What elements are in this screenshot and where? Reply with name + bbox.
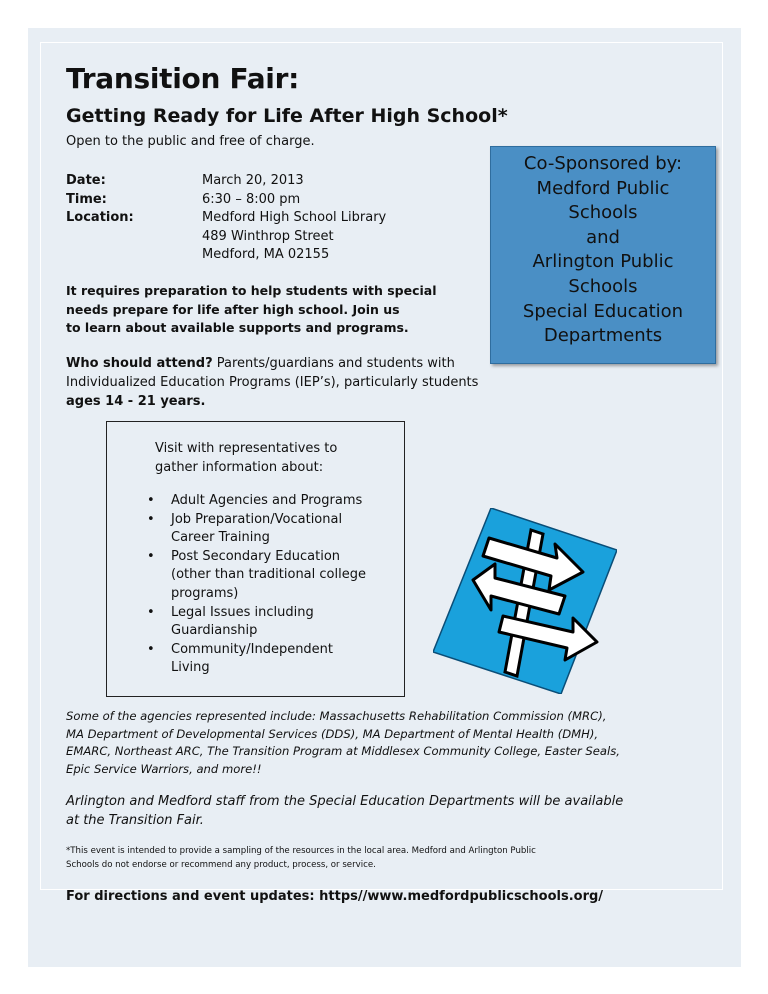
sponsor-line: Departments xyxy=(543,325,663,347)
bullet-icon: • xyxy=(147,548,155,564)
event-details xyxy=(66,172,386,265)
location-line: 489 Winthrop Street xyxy=(202,228,334,244)
location-row-2 xyxy=(66,228,386,247)
date-label: Date: xyxy=(66,173,106,188)
who-label: Who should attend? xyxy=(66,356,213,371)
topics-intro-line: Visit with representatives to xyxy=(155,441,338,456)
bullet-icon: • xyxy=(147,604,155,620)
who-line-1 xyxy=(66,354,536,373)
agencies-paragraph xyxy=(66,708,706,778)
flyer-subtitle: Getting Ready for Life After High School* xyxy=(66,105,508,127)
bullet-icon: • xyxy=(147,641,155,657)
topic-item xyxy=(147,492,387,511)
topic-item xyxy=(147,548,387,604)
location-line: Medford, MA 02155 xyxy=(202,247,330,262)
sponsor-line: Medford Public xyxy=(536,177,670,199)
sponsor-line: Schools xyxy=(568,202,638,224)
disclaimer-line: *This event is intended to provide a sampling of the resources in the local area. Medford and Arlington Public xyxy=(66,846,536,856)
time-value: 6:30 – 8:00 pm xyxy=(202,191,301,207)
location-row xyxy=(66,209,386,228)
who-ages: ages 14 - 21 years. xyxy=(66,394,206,409)
topic-item xyxy=(147,641,387,678)
date-row xyxy=(66,172,386,191)
topic-line: Post Secondary Education xyxy=(171,548,341,564)
sponsor-line: Schools xyxy=(568,275,638,297)
topics-intro xyxy=(155,439,385,477)
time-row xyxy=(66,191,386,210)
who-line-2: Individualized Education Programs (IEP’s), particularly students xyxy=(66,375,479,390)
staff-line: Arlington and Medford staff from the Special Education Departments will be available xyxy=(66,794,624,809)
who-should-attend xyxy=(66,354,536,411)
time-label: Time: xyxy=(66,191,107,207)
topic-line: Living xyxy=(171,660,210,676)
topics-box xyxy=(106,421,405,697)
staff-note xyxy=(66,792,706,830)
agencies-line: Some of the agencies represented include: Massachusetts Rehabilitation Commission (MRC), xyxy=(66,709,607,723)
sponsor-line: Co-Sponsored by: xyxy=(523,153,683,174)
agencies-line: EMARC, Northeast ARC, The Transition Program at Middlesex Community College, Easter Seals, xyxy=(66,744,620,758)
staff-line: at the Transition Fair. xyxy=(66,813,204,828)
topic-item xyxy=(147,511,387,548)
who-text: Parents/guardians and students with xyxy=(212,356,455,371)
topic-line: Community/Independent xyxy=(171,641,334,657)
preparation-line: needs prepare for life after high school. Join us xyxy=(66,301,400,317)
topic-line: Career Training xyxy=(171,530,270,546)
topic-line: Guardianship xyxy=(171,623,258,639)
preparation-line: It requires preparation to help students with special xyxy=(66,283,437,298)
location-line: Medford High School Library xyxy=(202,210,387,225)
preparation-line: to learn about available supports and programs. xyxy=(66,320,409,335)
topics-list xyxy=(147,492,387,678)
directions-link[interactable]: For directions and event updates: https//www.medfordpublicschools.org/ xyxy=(66,889,604,904)
flyer-title: Transition Fair: xyxy=(66,62,300,95)
co-sponsor-box xyxy=(490,146,716,364)
topic-line: Legal Issues including xyxy=(171,604,314,620)
topics-intro-line: gather information about: xyxy=(155,460,324,475)
disclaimer xyxy=(66,844,706,872)
sponsor-line: Arlington Public xyxy=(532,251,674,273)
bullet-icon: • xyxy=(147,493,155,508)
agencies-line: MA Department of Developmental Services (DDS), MA Department of Mental Health (DMH), xyxy=(66,726,599,741)
bullet-icon: • xyxy=(147,511,155,527)
preparation-statement xyxy=(66,282,466,338)
topic-line: Adult Agencies and Programs xyxy=(171,493,363,508)
topic-line: programs) xyxy=(171,585,239,601)
sponsor-line: Special Education xyxy=(522,300,684,322)
disclaimer-line: Schools do not endorse or recommend any product, process, or service. xyxy=(66,860,376,870)
topic-item xyxy=(147,604,387,641)
topic-line: (other than traditional college xyxy=(171,567,366,583)
signpost-arrows-icon xyxy=(433,508,617,694)
topic-line: Job Preparation/Vocational xyxy=(171,511,343,527)
location-label: Location: xyxy=(66,210,134,225)
open-to-public-note: Open to the public and free of charge. xyxy=(66,134,315,149)
agencies-line: Epic Service Warriors, and more!! xyxy=(66,761,262,776)
sponsor-line: and xyxy=(586,226,620,248)
location-row-3 xyxy=(66,246,386,265)
date-value: March 20, 2013 xyxy=(202,173,304,188)
